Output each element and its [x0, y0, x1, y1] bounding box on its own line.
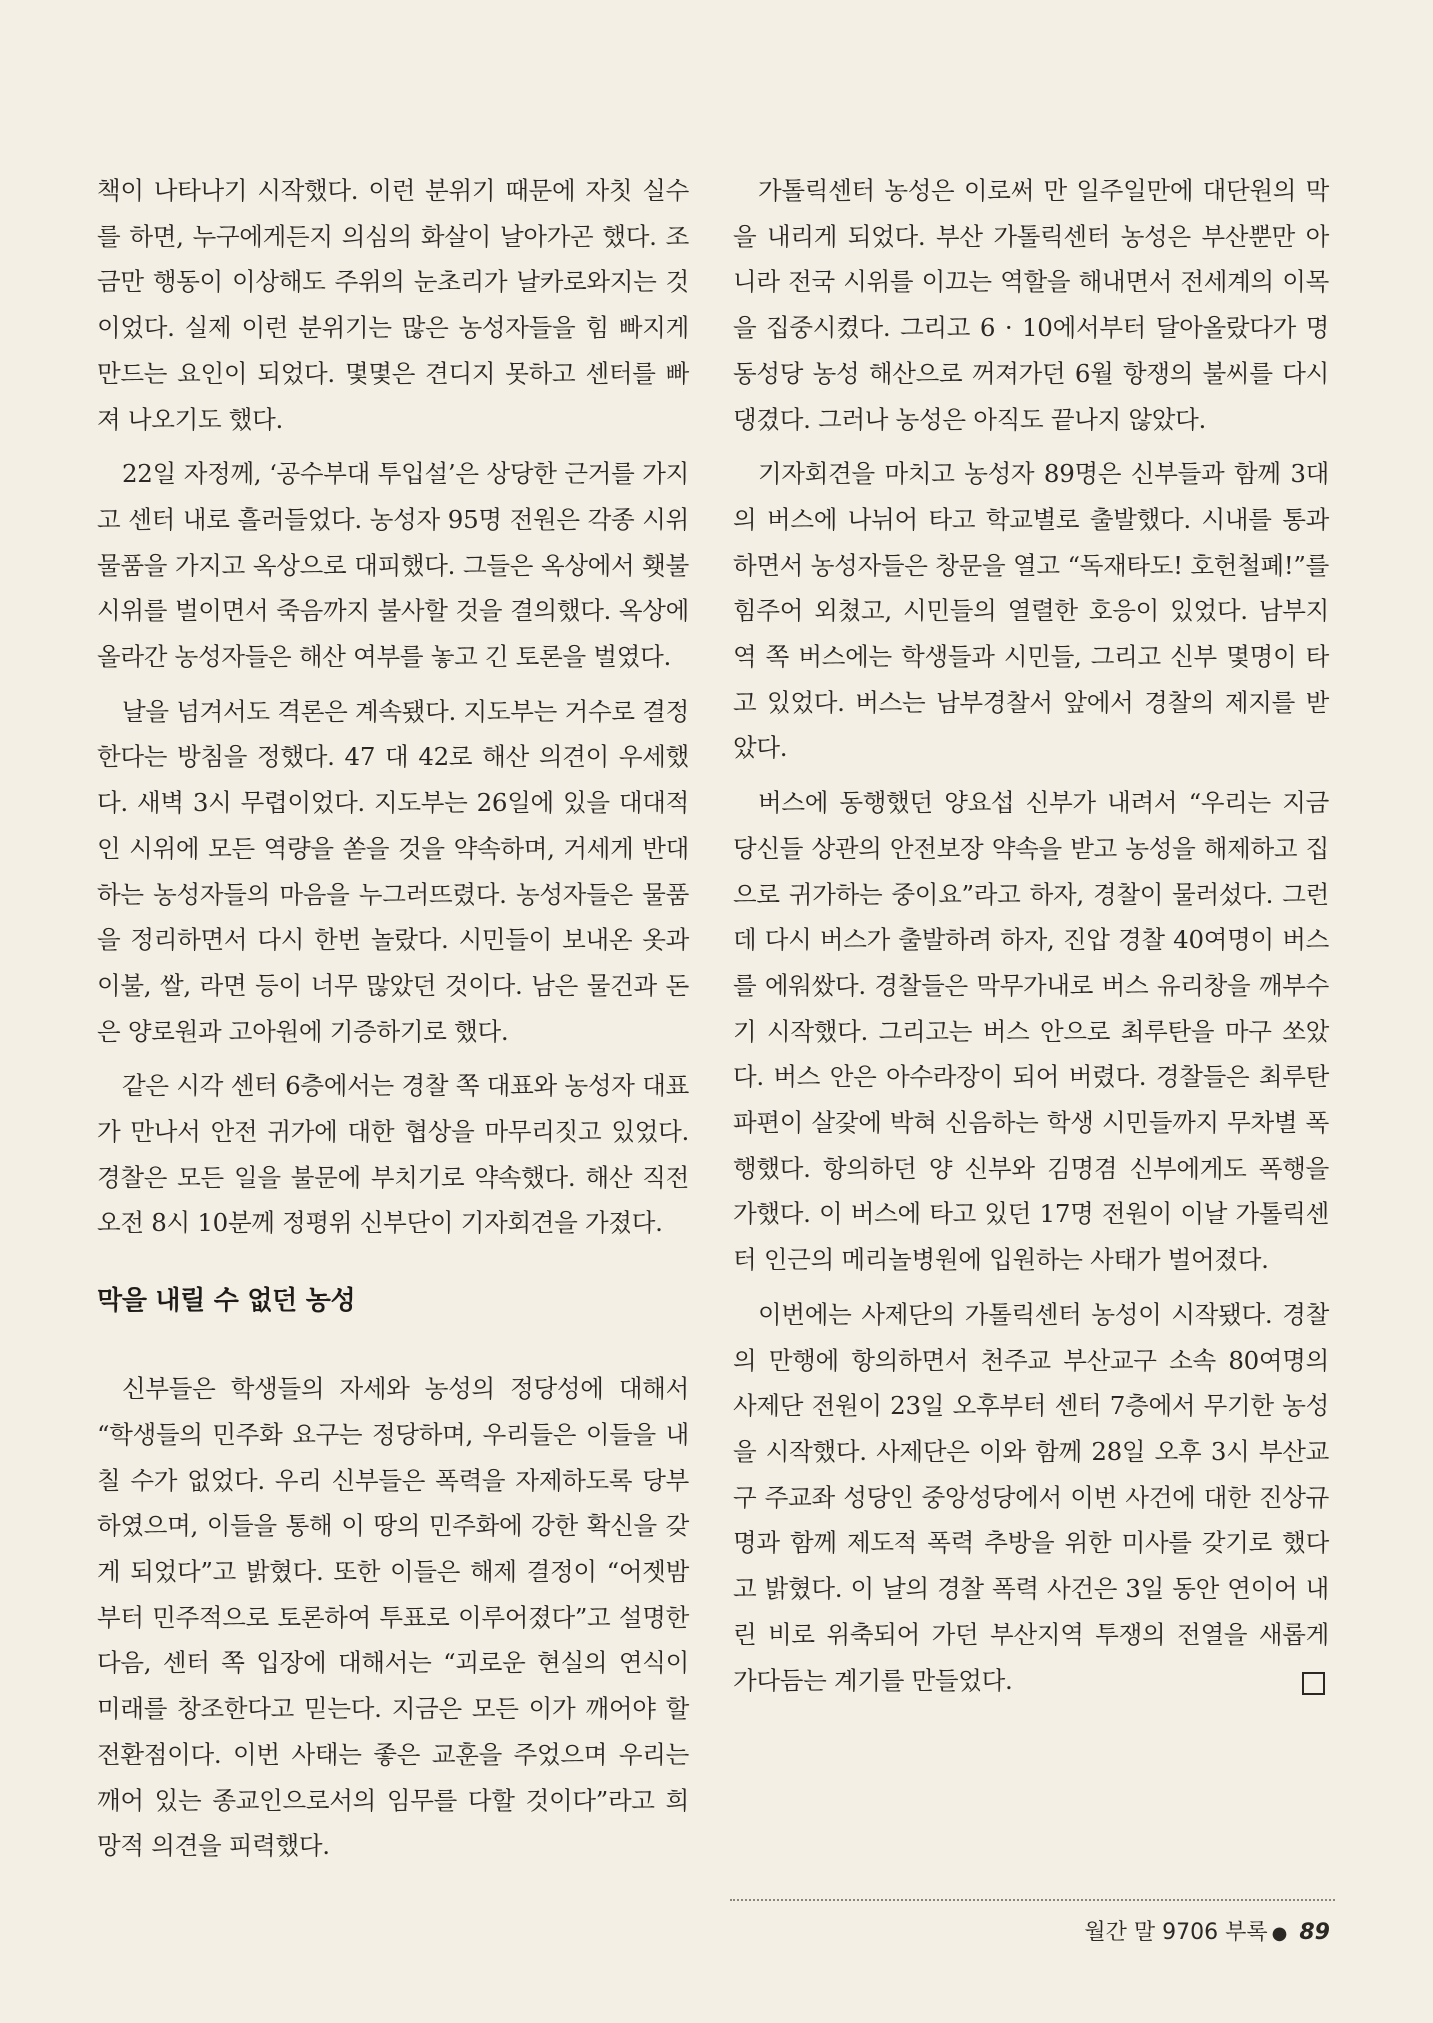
body-paragraph: 같은 시각 센터 6층에서는 경찰 쪽 대표와 농성자 대표가 만나서 안전 귀가에 대한 협상을 마무리짓고 있었다. 경찰은 모든 일을 불문에 부치기로 약속했다. 해산 직전 오전 8시 10분께 정평위 신부단이 기자회견을 가졌다.: [97, 1071, 689, 1238]
body-paragraph: 책이 나타나기 시작했다. 이런 분위기 때문에 자칫 실수를 하면, 누구에게든지 의심의 화살이 날아가곤 했다. 조금만 행동이 이상해도 주위의 눈초리가 날카로와지는 것이었다. 실제 이런 분위기는 많은 농성자들을 힘 빠지게 만드는 요인이 되었다. 몇몇은 견디지 못하고 센터를 빠져 나오기도 했다.: [97, 176, 689, 434]
body-paragraph: 기자회견을 마치고 농성자 89명은 신부들과 함께 3대의 버스에 나뉘어 타고 학교별로 출발했다. 시내를 통과하면서 농성자들은 창문을 열고 “독재타도! 호헌철폐!”를 힘주어 외쳤고, 시민들의 열렬한 호응이 있었다. 남부지역 쪽 버스에는 학생들과 시민들, 그리고 신부 몇명이 타고 있었다. 버스는 남부경찰서 앞에서 경찰의 제지를 받았다.: [733, 459, 1329, 763]
end-mark-icon: [1302, 1672, 1325, 1695]
right-column: [733, 168, 1329, 1712]
footer-label: 월간 말 9706 부록: [1084, 1920, 1268, 1945]
body-paragraph-text: 이번에는 사제단의 가톨릭센터 농성이 시작됐다. 경찰의 만행에 항의하면서 천주교 부산교구 소속 80여명의 사제단 전원이 23일 오후부터 센터 7층에서 무기한 농성을 시작했다. 사제단은 이와 함께 28일 오후 3시 부산교구 주교좌 성당인 중앙성당에서 이번 사건에 대한 진상규명과 함께 제도적 폭력 추방을 위한 미사를 갖기로 했다고 밝혔다. 이 날의 경찰 폭력 사건은 3일 동안 연이어 내린 비로 위축되어 가던 부산지역 투쟁의 전열을 새롭게 가다듬는 계기를 만들었다.: [733, 1299, 1329, 1695]
body-paragraph: 신부들은 학생들의 자세와 농성의 정당성에 대해서 “학생들의 민주화 요구는 정당하며, 우리들은 이들을 내칠 수가 없었다. 우리 신부들은 폭력을 자제하도록 당부하였으며, 이들을 통해 이 땅의 민주화에 강한 확신을 갖게 되었다”고 밝혔다. 또한 이들은 해제 결정이 “어젯밤부터 민주적으로 토론하여 투표로 이루어졌다”고 설명한 다음, 센터 쪽 입장에 대해서는 “괴로운 현실의 연식이 미래를 창조한다고 믿는다. 지금은 모든 이가 깨어야 할 전환점이다. 이번 사태는 좋은 교훈을 주었으며 우리는 깨어 있는 종교인으로서의 임무를 다할 것이다”라고 희망적 의견을 피력했다.: [97, 1374, 689, 1861]
page-number: 89: [1299, 1920, 1330, 1945]
body-paragraph: 22일 자정께, ‘공수부대 투입설’은 상당한 근거를 가지고 센터 내로 흘러들었다. 농성자 95명 전원은 각종 시위물품을 가지고 옥상으로 대피했다. 그들은 옥상에서 횃불 시위를 벌이면서 죽음까지 불사할 것을 결의했다. 옥상에 올라간 농성자들은 해산 여부를 놓고 긴 토론을 벌였다.: [97, 459, 689, 672]
footer-divider: [730, 1899, 1335, 1901]
body-paragraph: 날을 넘겨서도 격론은 계속됐다. 지도부는 거수로 결정한다는 방침을 정했다. 47 대 42로 해산 의견이 우세했다. 새벽 3시 무렵이었다. 지도부는 26일에 있을 대대적인 시위에 모든 역량을 쏟을 것을 약속하며, 거세게 반대하는 농성자들의 마음을 누그러뜨렸다. 농성자들은 물품을 정리하면서 다시 한번 놀랐다. 시민들이 보내온 옷과 이불, 쌀, 라면 등이 너무 많았던 것이다. 남은 물건과 돈은 양로원과 고아원에 기증하기로 했다.: [97, 696, 689, 1046]
left-column: [97, 168, 689, 1878]
body-paragraph: [733, 1292, 1329, 1703]
page-footer: [1084, 1915, 1330, 1946]
body-paragraph: 버스에 동행했던 양요섭 신부가 내려서 “우리는 지금 당신들 상관의 안전보장 약속을 받고 농성을 해제하고 집으로 귀가하는 중이요”라고 하자, 경찰이 물러섰다. 그런데 다시 버스가 출발하려 하자, 진압 경찰 40여명이 버스를 에워쌌다. 경찰들은 막무가내로 버스 유리창을 깨부수기 시작했다. 그리고는 버스 안으로 최루탄을 마구 쏘았다. 버스 안은 아수라장이 되어 버렸다. 경찰들은 최루탄 파편이 살갗에 박혀 신음하는 학생 시민들까지 무차별 폭행했다. 항의하던 양 신부와 김명겸 신부에게도 폭행을 가했다. 이 버스에 타고 있던 17명 전원이 이날 가톨릭센터 인근의 메리놀병원에 입원하는 사태가 벌어졌다.: [733, 788, 1329, 1275]
body-paragraph: 가톨릭센터 농성은 이로써 만 일주일만에 대단원의 막을 내리게 되었다. 부산 가톨릭센터 농성은 부산뿐만 아니라 전국 시위를 이끄는 역할을 해내면서 전세계의 이목을 집중시켰다. 그리고 6 · 10에서부터 달아올랐다가 명동성당 농성 해산으로 꺼져가던 6월 항쟁의 불씨를 다시 댕겼다. 그러나 농성은 아직도 끝나지 않았다.: [733, 176, 1329, 434]
bullet-icon: ●: [1271, 1923, 1288, 1944]
section-heading: 막을 내릴 수 없던 농성: [97, 1286, 356, 1317]
